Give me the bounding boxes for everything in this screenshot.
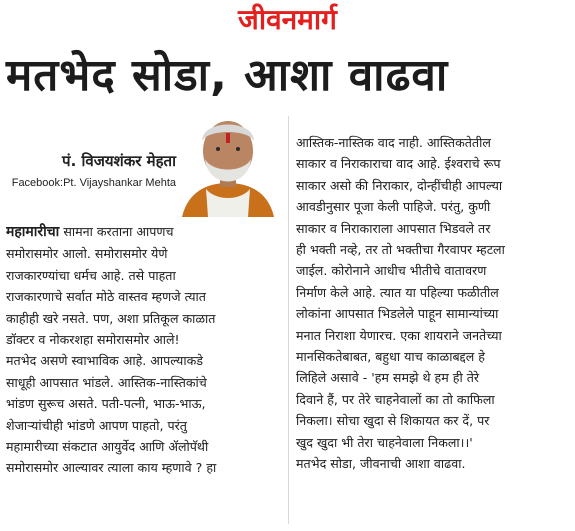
text-line [6, 221, 284, 243]
text-line: डॉक्टर व नोकरशहा समोरासमोर आले! [6, 332, 180, 348]
text-line: राजकारण्यांचा धर्मच आहे. तसे पाहता [6, 267, 176, 283]
author-name: पं. विजयशंकर मेहता [62, 152, 176, 170]
text-line: दिवाने हैं, पर तेरे चाहनेवालों का तो काफिला [296, 391, 495, 407]
lead-word: महामारीचा [6, 224, 60, 240]
text-line: साकार व निराकाराचा वाद आहे. ईश्वराचे रूप [296, 156, 501, 172]
text-line: लिहिले असावे - 'हम समझे थे हम ही तेरे [296, 370, 480, 386]
text-line: भांडण सुरूच असते. पती-पत्नी, भाऊ-भाऊ, [6, 396, 206, 412]
text-line: साकार असो की निराकार, दोन्हींचीही आपल्या [296, 177, 503, 193]
text-line: खुद खुदा भी तेरा चाहनेवाला निकला।।' [296, 434, 473, 450]
text-line: मानसिकतेबाबत, बहुधा याच काळाबद्दल हे [296, 349, 485, 365]
headline: मतभेद सोडा, आशा वाढवा [6, 50, 449, 101]
text-line: महामारीच्या संकटात आयुर्वेद आणि ॲलोपॅथी [6, 439, 209, 455]
text-line: आस्तिक-नास्तिक वाद नाही. आस्तिकतेतील [296, 135, 491, 150]
article-column-left [6, 221, 284, 479]
text-line: शेजाऱ्यांचीही भांडणे आपण पाहतो, परंतु [6, 417, 187, 433]
text-line: समोरासमोर आलो. समोरासमोर येणे [6, 246, 168, 262]
text-line: निर्माण केले आहे. त्यात या पहिल्या फळीतील [296, 284, 499, 300]
author-photo [178, 111, 278, 217]
text-line: लोकांना आपसात भिडलेले पाहून सामान्यांच्या [296, 306, 499, 322]
article-column-right [296, 132, 570, 475]
text-line: मनात निराशा येणारच. एका शायराने जनतेच्या [296, 327, 502, 343]
text-line: आवडीनुसार पूजा केली पाहिजे. परंतु, कुणी [296, 199, 491, 215]
text-line: साधूही आपसात भांडले. आस्तिक-नास्तिकांचे [6, 374, 207, 390]
text-span: सामना करताना आपणच [59, 224, 174, 239]
column-divider [288, 116, 289, 524]
text-line: साकार व निराकाराला आपसात भिडवले तर [296, 220, 491, 236]
text-line: समोरासमोर आल्यावर त्याला काय म्हणावे ? हा [6, 460, 217, 476]
text-line: निकला। सोचा खुदा से शिकायत कर दें, पर [296, 413, 490, 429]
text-line: राजकारणाचे सर्वात मोठे वास्तव म्हणजे त्यात [6, 289, 206, 305]
byline [6, 151, 176, 189]
text-line: ही भक्ती नव्हे, तर तो भक्तीचा गैरवापर म्हटला [296, 242, 505, 258]
text-line: जाईल. कोरोनाने आधीच भीतीचे वातावरण [296, 263, 487, 279]
text-line: मतभेद असणे स्वाभाविक आहे. आपल्याकडे [6, 353, 204, 369]
text-line: मतभेद सोडा, जीवनाची आशा वाढवा. [296, 456, 466, 472]
author-facebook: Facebook:Pt. Vijayshankar Mehta [11, 177, 176, 189]
section-masthead: जीवनमार्ग [238, 3, 337, 36]
text-line: काहीही खरे नसते. पण, अशा प्रतिकूल काळात [6, 310, 216, 326]
